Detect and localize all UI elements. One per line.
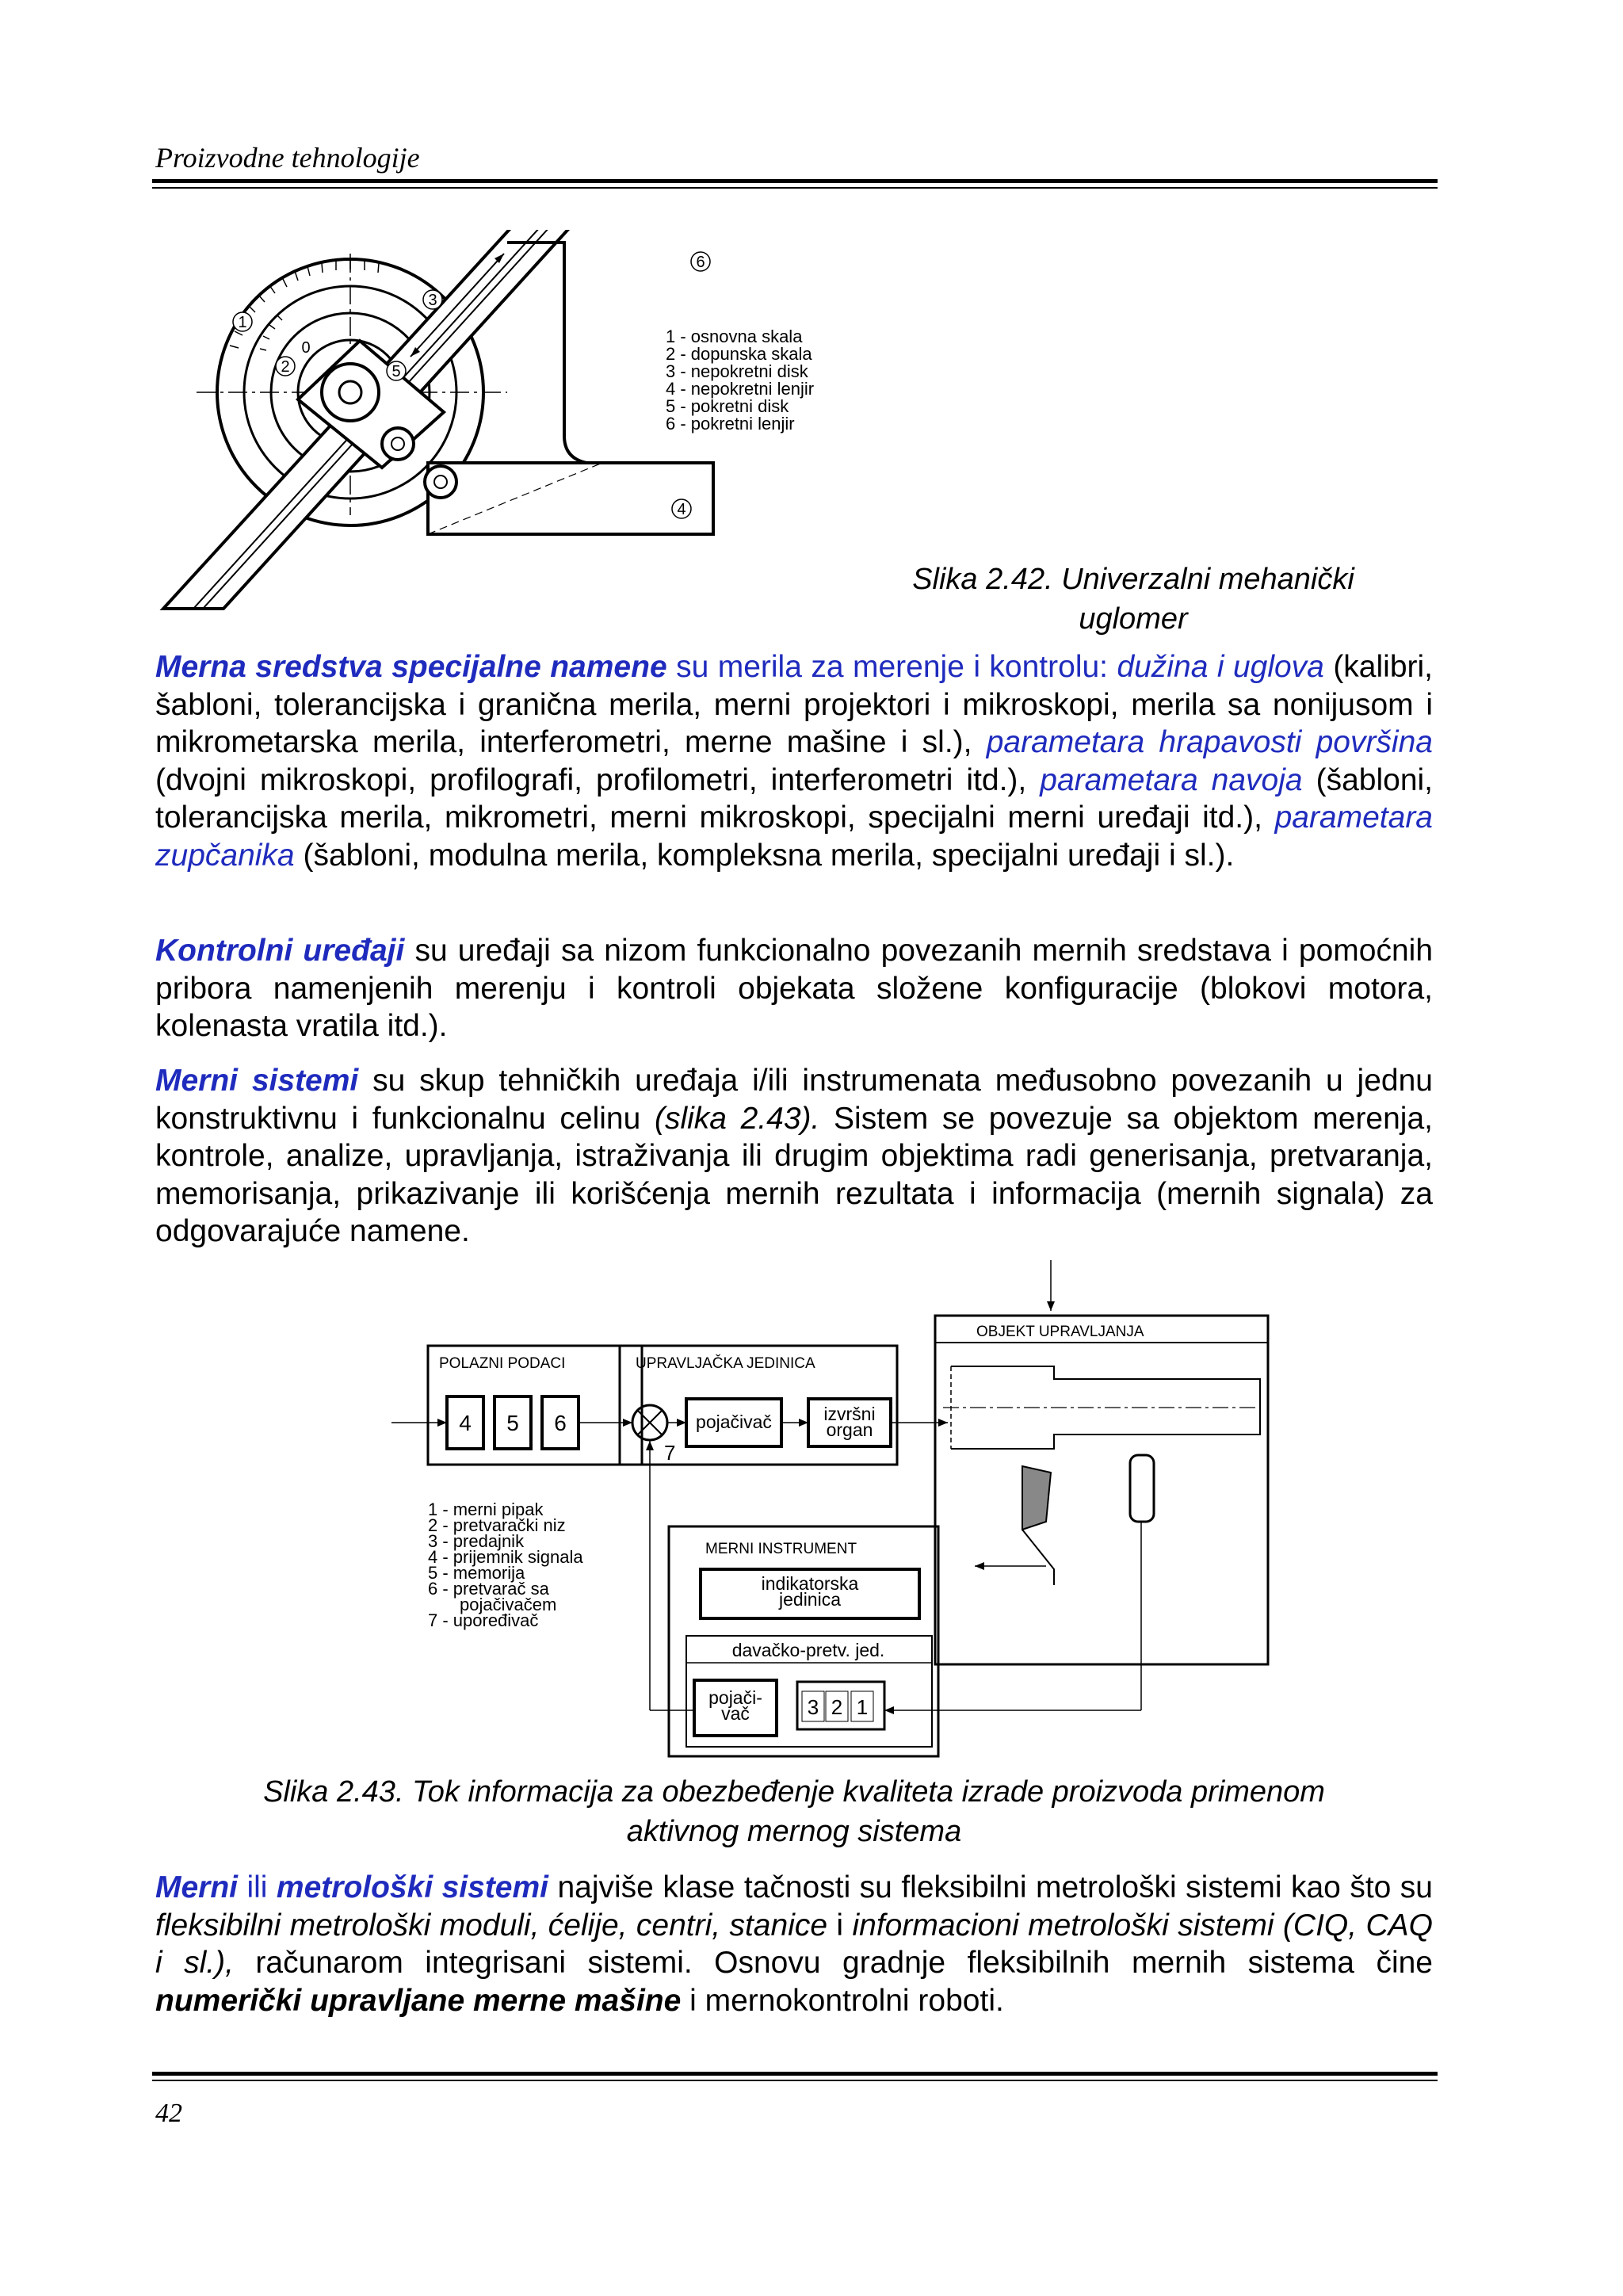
legend-item: 7 - upoređivač — [428, 1610, 539, 1630]
polazni-box-5: 5 — [506, 1411, 519, 1435]
marker-5: 5 — [391, 363, 401, 380]
legend-item: pojačivačem — [460, 1595, 557, 1614]
paragraph-kontrolni-uredjaji: Kontrolni uređaji su uređaji sa nizom funkcionalno povezanih mernih sredstava i pomoćnih pribora namenjenih merenju i kontroli objekata složene konfiguracije (blokovi motora, kolenasta vratila itd.). — [155, 934, 1434, 1043]
footer-rule-thin — [152, 2080, 1438, 2081]
legend-item: 3 - predajnik — [428, 1531, 525, 1551]
paragraph-merni-sistemi: Merni sistemi su skup tehničkih uređaja i/ili instrumenata međusobno povezanih u jednu konstruktivnu i funkcionalnu celinu (slika 2.43). Sistem se povezuje sa objektom merenja, kontrole, analize, upravljanja, istraživanja ili drugim objektima radi generisanja, pretvaranja, memorisanja, prikazivanje ili korišćenja mernih rezultata i informacija (mernih signala) za odgovarajuće namene. — [155, 1064, 1433, 1248]
sensor-box-3: 3 — [807, 1695, 819, 1719]
figure-2-42-caption: Slika 2.42. Univerzalni mehanički uglomer — [912, 563, 1354, 636]
legend-item: 6 - pokretni lenjir — [666, 414, 795, 434]
polazni-podaci-title: POLAZNI PODACI — [439, 1355, 566, 1372]
figure-2-43-caption: Slika 2.43. Tok informacija za obezbeđenje kvaliteta izrade proizvoda primenom aktivnog mernog sistema — [263, 1775, 1325, 1848]
legend-item: 6 - pretvarač sa — [428, 1579, 549, 1599]
legend-item: 2 - dopunska skala — [666, 344, 812, 364]
indikatorska-line1: indikatorska — [761, 1573, 859, 1594]
scale-zero: 0 — [301, 339, 311, 357]
header-rule-thin — [152, 187, 1438, 189]
page-number: 42 — [155, 2099, 182, 2128]
merni-instrument-title: MERNI INSTRUMENT — [705, 1541, 857, 1557]
figure-2-43-blocks — [380, 1260, 1284, 1767]
pojaci-vac-line1: pojači- — [708, 1687, 762, 1708]
legend-item: 2 - pretvarački niz — [428, 1515, 566, 1535]
marker-1: 1 — [238, 314, 247, 331]
pojacivac-block: pojačivač — [696, 1412, 772, 1432]
davacko-pretv-label: davačko-pretv. jed. — [731, 1640, 885, 1660]
sensor-box-1: 1 — [856, 1695, 869, 1719]
objekt-upravljanja-title: OBJEKT UPRAVLJANJA — [976, 1324, 1144, 1340]
header-rule — [152, 179, 1438, 183]
izvrsni-organ-line2: organ — [826, 1419, 873, 1440]
legend-item: 5 - memorija — [428, 1563, 525, 1583]
legend-item: 5 - pokretni disk — [666, 396, 789, 416]
paragraph-merna-sredstva: Merna sredstva specijalne namene su merila za merenje i kontrolu: dužina i uglova (kalibri, šabloni, tolerancijska i granična merila, merni projektori i mikroskopi, merila sa nonijusom i mikrometarska merila, interferometri, merne mašine i sl.), parametara hrapavosti površina (dvojni mikroskopi, profilografi, profilometri, interferometri itd.), parametara navoja (šabloni, tolerancijska merila, mikrometri, merni mikroskopi, specijalni merni uređaji itd.), parametara zupčanika (šabloni, modulna merila, kompleksna merila, specijalni uređaji i sl.). — [155, 650, 1434, 873]
izvrsni-organ-line1: izvršni — [823, 1404, 876, 1424]
footer-rule — [152, 2072, 1438, 2076]
marker-6: 6 — [696, 254, 705, 271]
running-header: Proizvodne tehnologije — [155, 142, 420, 174]
polazni-box-6: 6 — [554, 1411, 567, 1435]
figure-2-42-protractor — [158, 230, 951, 642]
paragraph-metroloski-sistemi: Merni ili metrološki sistemi najviše klase tačnosti su fleksibilni metrološki sistemi kao što su fleksibilni metrološki moduli, ćelije, centri, stanice i informacioni metrološki sistemi (CIQ, CAQ i sl.), računarom integrisani sistemi. Osnovu gradnje fleksibilnih mernih sistema čine numerički upravljane merne mašine i mernokontrolni roboti. — [155, 1870, 1433, 2018]
indikatorska-line2: jedinica — [779, 1589, 841, 1610]
sensor-box-2: 2 — [831, 1695, 843, 1719]
legend-item: 1 - merni pipak — [428, 1499, 544, 1519]
legend-item: 3 - nepokretni disk — [666, 361, 808, 381]
legend-item: 1 - osnovna skala — [666, 327, 803, 346]
polazni-box-4: 4 — [459, 1411, 472, 1435]
legend-item: 4 - nepokretni lenjir — [666, 379, 815, 399]
pojaci-vac-line2: vač — [721, 1703, 750, 1724]
legend-item: 4 - prijemnik signala — [428, 1547, 583, 1567]
upravljacka-jedinica-title: UPRAVLJAČKA JEDINICA — [636, 1355, 815, 1372]
comparator-label: 7 — [664, 1441, 676, 1465]
marker-2: 2 — [281, 358, 290, 376]
marker-3: 3 — [428, 292, 437, 309]
marker-4: 4 — [677, 501, 686, 518]
